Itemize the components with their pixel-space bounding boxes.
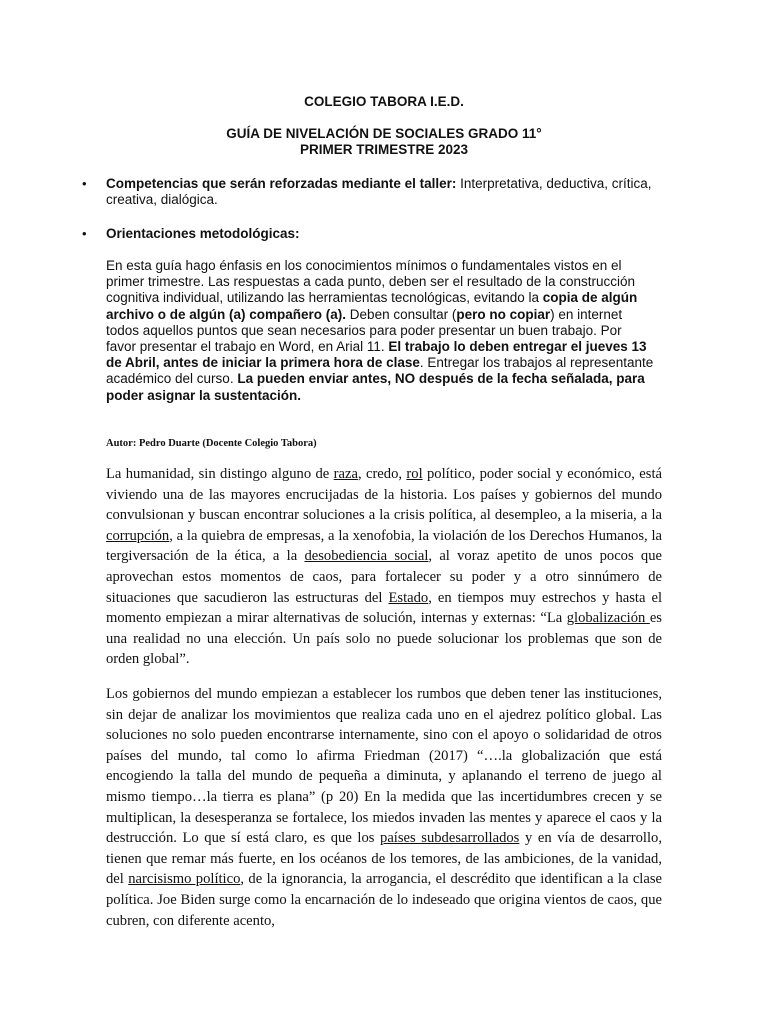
p2-link-paises-subdesarrollados[interactable]: países subdesarrollados bbox=[380, 830, 520, 847]
p2-text: Los gobiernos del mundo empiezan a establecer los rumbos que deben tener las instituciones, sin dejar de analizar los movimientos que realiza cada uno en el ajedrez político global. Las soluciones no solo pueden encontrarse internamente, sino con el apoyo o solidaridad de otros países del mundo, tal como lo afirma Friedman (2017) “….la globalización que está encogiendo la talla del mundo de pequeña a diminuta, y aplanando el terreno de juego al mismo tiempo…la tierra es plana” (p 20) En la medida que las incertidumbres crecen y se multiplican, la desesperanza se fortalece, los miedos invaden las mentes y aparece el caos y la destrucción. Lo que sí está claro, es que los bbox=[106, 686, 662, 847]
bullet-competencias bbox=[82, 176, 666, 208]
bullet-dot-icon: • bbox=[82, 176, 87, 191]
p1-link-rol[interactable]: rol bbox=[406, 466, 423, 482]
p1-text: , a la quiebra de empresas, a la xenofobia, la violación de los Derechos Humanos, la tergiversación de la ética, a la bbox=[106, 527, 662, 565]
p1-text: La humanidad, sin distingo alguno de bbox=[106, 466, 334, 482]
p1-link-raza[interactable]: raza bbox=[333, 466, 358, 482]
orient-text-1: En esta guía hago énfasis en los conocimientos mínimos o fundamentales vistos en el primer trimestre. Las respuestas a cada punto, deben ser el resultado de la construcción cognitiva individual, utilizando las herramientas tecnológicas, evitando la bbox=[106, 258, 636, 306]
p1-link-desobediencia-social[interactable]: desobediencia social bbox=[304, 548, 429, 565]
p2-text: , de la ignorancia, la arrogancia, el descrédito que identifican a la clase política. Joe Biden surge como la encarnación de lo indeseado que origina vientos de caos, que cubren, con diferente acento, bbox=[106, 871, 662, 929]
orient-text-3: ) en internet todos aquellos puntos que sean necesarios para poder presentar un buen trabajo. Por favor presentar el trabajo en Word, en Arial 11. bbox=[106, 306, 623, 355]
competencias-label: Competencias que serán reforzadas mediante el taller: bbox=[106, 176, 457, 191]
p2-link-narcisismo-politico[interactable]: narcisismo político bbox=[128, 871, 241, 888]
orient-bold-1: copia de algún archivo o de algún (a) compañero (a). bbox=[106, 290, 638, 322]
body-paragraph-1 bbox=[106, 464, 662, 670]
p1-link-corrupcion[interactable]: corrupción bbox=[106, 527, 170, 544]
orient-bold-4: La pueden enviar antes, NO después de la fecha señalada, para poder asignar la sustentación. bbox=[106, 371, 645, 403]
p1-text: es una realidad no una elección. Un país solo no puede solucionar los problemas que son de orden global”. bbox=[106, 610, 662, 668]
p1-link-estado[interactable]: Estado bbox=[388, 589, 429, 606]
orientaciones-label: Orientaciones metodológicas: bbox=[106, 226, 300, 241]
school-name: COLEGIO TABORA I.E.D. bbox=[304, 94, 464, 109]
p1-text: , credo, bbox=[357, 466, 407, 482]
orient-bold-2: pero no copiar bbox=[456, 306, 551, 322]
p1-text: , en tiempos muy estrechos y hasta el momento empiezan a mirar alternativas de solución, internas y externas: “La bbox=[106, 589, 662, 627]
guide-title bbox=[0, 126, 768, 158]
body-paragraph-2 bbox=[106, 684, 662, 931]
bullet-dot-icon: • bbox=[82, 226, 87, 241]
title-line-1: GUÍA DE NIVELACIÓN DE SOCIALES GRADO 11° bbox=[226, 126, 542, 141]
orientaciones-paragraph bbox=[106, 258, 654, 404]
orient-text-2: Deben consultar ( bbox=[346, 306, 457, 322]
orient-bold-3: El trabajo lo deben entregar el jueves 13 de Abril, antes de iniciar la primera hora de clase bbox=[106, 339, 647, 371]
p1-text: político, poder social y económico, está viviendo una de las mayores encrucijadas de la historia. Los países y gobiernos del mundo convulsionan y buscan encontrar soluciones a la crisis política, al desempleo, a la miseria, a la bbox=[106, 466, 662, 524]
p1-text: , al voraz apetito de unos pocos que aprovechan estos momentos de caos, para fortalecer su poder y a otro sinnúmero de situaciones que sacudieron las estructuras del bbox=[106, 548, 662, 606]
bullet-orientaciones bbox=[82, 226, 666, 242]
p1-link-globalizacion[interactable]: globalización bbox=[566, 610, 650, 627]
p2-text: y en vía de desarrollo, tienen que remar más fuerte, en los océanos de los temores, de las ambiciones, de la vanidad, del bbox=[106, 830, 662, 888]
orient-text-4: . Entregar los trabajos al representante académico del curso. bbox=[106, 355, 654, 387]
title-line-2: PRIMER TRIMESTRE 2023 bbox=[299, 142, 469, 157]
competencias-text: Interpretativa, deductiva, crítica, creativa, dialógica. bbox=[106, 176, 652, 207]
author-line: Autor: Pedro Duarte (Docente Colegio Tabora) bbox=[106, 438, 317, 449]
